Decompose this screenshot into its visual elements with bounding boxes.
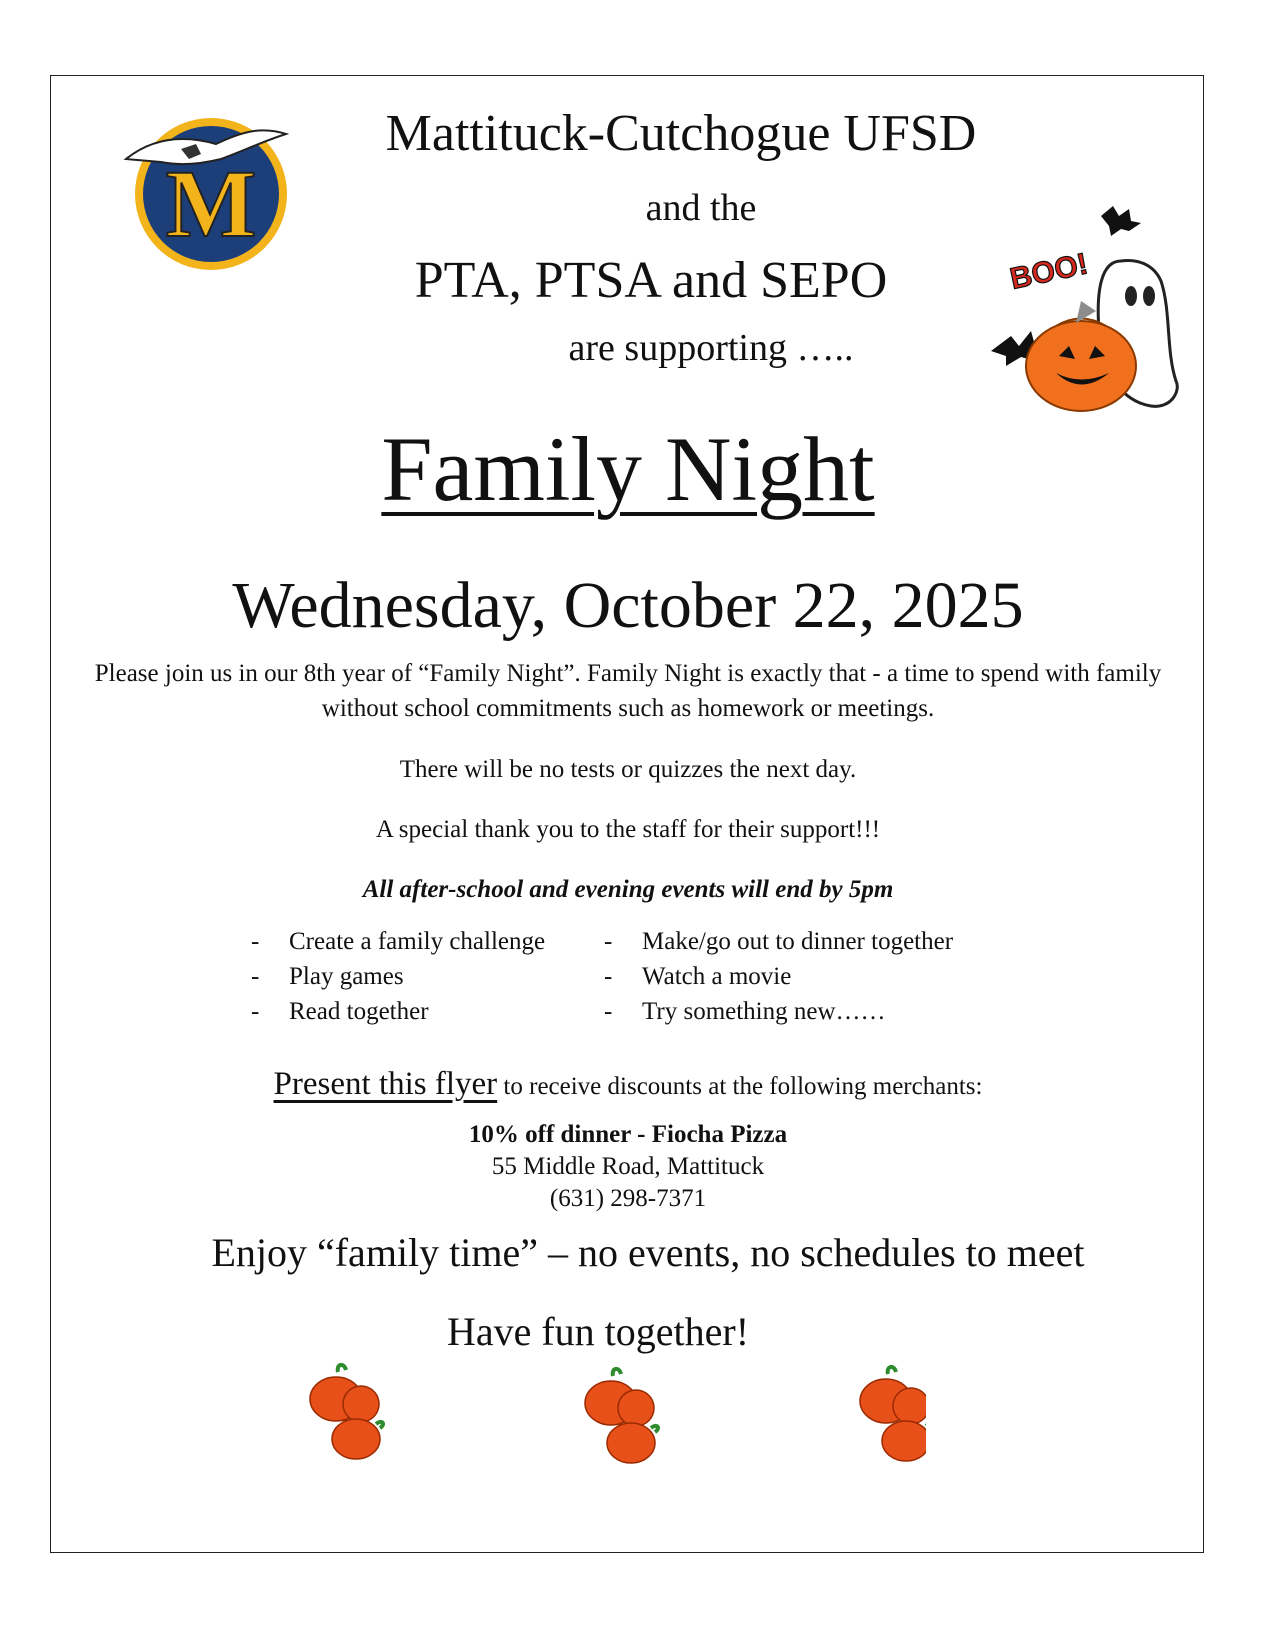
staff-thanks-note: A special thank you to the staff for their support!!! [375,816,881,843]
present-flyer-rest: to receive discounts at the following merchants: [497,1073,983,1100]
event-date: Wednesday, October 22, 2025 [232,569,1024,642]
pumpkin-icon [585,1369,658,1463]
merchant-deal: 10% off dinner - Fiocha Pizza [468,1121,788,1148]
list-item: - Try something new…… [604,998,886,1025]
list-item: - Read together [251,998,429,1025]
school-logo-icon [121,104,291,274]
ideas-list-left [251,924,591,1029]
list-item: - Watch a movie [604,963,792,990]
list-item: - Make/go out to dinner together [604,928,954,955]
list-item: - Create a family challenge [251,928,546,955]
organizations-text: PTA, PTSA and SEPO [414,252,888,309]
merchant-address: 55 Middle Road, Mattituck [491,1153,765,1180]
present-flyer-line [51,1066,1205,1103]
halloween-boo-icon [981,201,1186,421]
enjoy-family-time: Enjoy “family time” – no events, no schedules to meet [211,1230,1085,1275]
intro-paragraph: Please join us in our 8th year of “Family Night”. Family Night is exactly that - a time to spend with family without school commitments such as homework or meetings. [94,660,1162,722]
events-end-note: All after-school and evening events will end by 5pm [362,876,894,903]
ideas-list-right [604,924,1064,1029]
and-the-text: and the [645,187,757,229]
flyer-frame [50,75,1204,1553]
merchant-phone: (631) 298-7371 [549,1185,707,1212]
district-name: Mattituck-Cutchogue UFSD [385,105,977,162]
have-fun-text: Have fun together! [446,1309,750,1354]
list-item: - Play games [251,963,404,990]
logo-letter: M [165,150,257,257]
pumpkin-icon [310,1365,383,1459]
pumpkin-row [286,1354,926,1464]
event-title: Family Night [381,418,875,520]
pumpkin-icon [860,1367,926,1461]
boo-text: BOO! [1007,247,1091,296]
present-flyer-lead: Present this flyer [273,1066,498,1102]
no-tests-note: There will be no tests or quizzes the next day. [399,756,857,783]
supporting-text: are supporting ….. [568,327,854,369]
